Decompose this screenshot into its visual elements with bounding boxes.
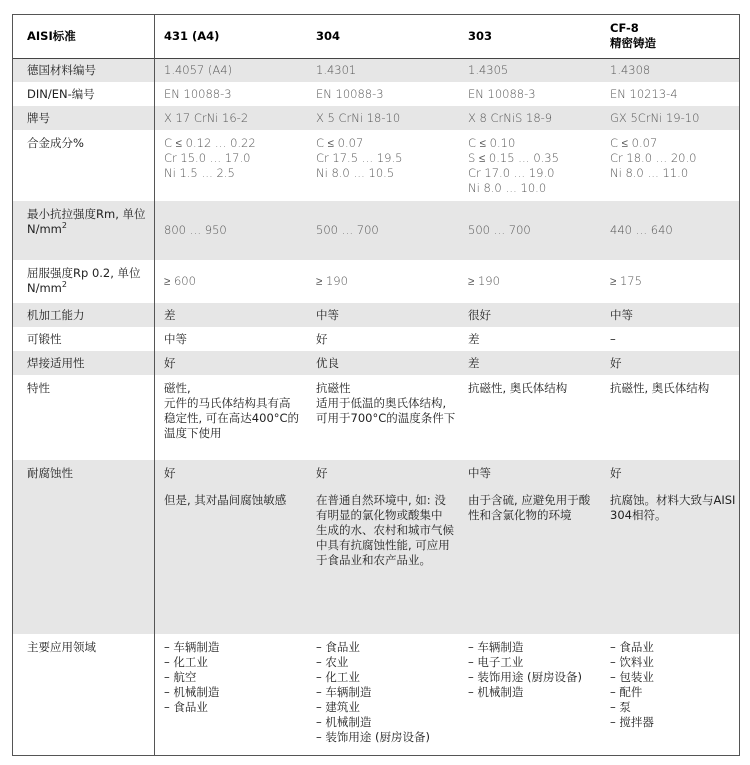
table-cell: [610, 130, 739, 181]
table-row-applications: [13, 634, 739, 754]
table-cell: 中等: [316, 307, 339, 322]
corrosion-rating: 好: [316, 466, 328, 480]
list-item: – 食品业: [610, 640, 654, 654]
list-item: – 食品业: [316, 640, 360, 654]
cell-line: 304相符。: [610, 508, 667, 522]
table-cell: ≥ 600: [164, 274, 196, 288]
table-cell: 好: [610, 355, 622, 370]
table-cell: [316, 130, 458, 181]
table-cell: 500 … 700: [316, 223, 379, 237]
table-row-weldability: [13, 351, 739, 375]
table-row-corrosion: [13, 460, 739, 634]
table-row-yield: [13, 260, 739, 303]
table-cell: 1.4305: [468, 62, 509, 77]
unit-text: N/mm: [27, 222, 62, 236]
header-standard: AISI标准: [27, 28, 76, 43]
table-cell: [316, 634, 458, 745]
unit-superscript: 2: [61, 221, 67, 231]
corrosion-rating: 中等: [468, 466, 491, 480]
table-row-din-en: [13, 82, 739, 106]
cell-line: 可用于700°C的温度条件下: [316, 411, 456, 425]
table-cell: [164, 375, 306, 441]
unit-superscript: 2: [61, 280, 67, 290]
unit-text: N/mm: [27, 281, 62, 295]
table-cell: ≥ 175: [610, 274, 642, 288]
table-cell: EN 10088-3: [468, 86, 536, 101]
list-item: – 车辆制造: [468, 640, 524, 654]
cell-line: 温度下使用: [164, 426, 222, 440]
table-cell: 差: [468, 355, 480, 370]
cell-line: Cr 17.0 … 19.0: [468, 166, 555, 180]
list-item: – 航空: [164, 670, 197, 684]
cell-line: 性和含氯化物的环境: [468, 508, 572, 522]
cell-line: 由于含硫, 应避免用于酸: [468, 493, 591, 507]
row-label: DIN/EN-编号: [27, 86, 95, 101]
table-cell: 很好: [468, 307, 491, 322]
row-label: 德国材料编号: [27, 62, 96, 77]
list-item: – 机械制造: [316, 715, 372, 729]
list-item: – 车辆制造: [164, 640, 220, 654]
list-item: – 电子工业: [468, 655, 524, 669]
table-cell: EN 10213-4: [610, 86, 678, 101]
list-item: – 车辆制造: [316, 685, 372, 699]
table-cell: 1.4057 (A4): [164, 62, 233, 77]
cell-line: 于食品业和农产品业。: [316, 553, 431, 567]
list-item: – 搅拌器: [610, 715, 654, 729]
table-row-properties: [13, 375, 739, 460]
cell-line: 元件的马氏体结构具有高: [164, 396, 291, 410]
table-cell: ≥ 190: [316, 274, 348, 288]
table-cell: –: [610, 331, 616, 346]
header-cf8-line2: 精密铸造: [610, 36, 656, 51]
header-cf8-line1: CF-8: [610, 21, 639, 36]
cell-line: 适用于低温的奥氏体结构,: [316, 396, 447, 410]
cell-line: C ≤ 0.07: [316, 136, 364, 150]
table-cell: 差: [468, 331, 480, 346]
table-cell: GX 5CrNi 19-10: [610, 110, 700, 125]
row-label: [27, 201, 154, 237]
list-item: – 泵: [610, 700, 631, 714]
header-304: 304: [316, 28, 341, 43]
table-cell: 中等: [164, 331, 187, 346]
table-row-alloy: [13, 130, 739, 201]
header-row: [13, 15, 739, 58]
cell-line: 生成的水、农村和城市气候: [316, 523, 454, 537]
table-cell: X 5 CrNi 18-10: [316, 110, 401, 125]
cell-line: Cr 18.0 … 20.0: [610, 151, 697, 165]
table-row-grade: [13, 106, 739, 130]
table-row-machinability: [13, 303, 739, 327]
cell-line: 但是, 其对晶间腐蚀敏感: [164, 493, 287, 507]
list-item: – 装饰用途 (厨房设备): [468, 670, 583, 684]
table-cell: 500 … 700: [468, 223, 531, 237]
header-303: 303: [468, 28, 493, 43]
row-label: 合金成分%: [27, 136, 84, 150]
row-label-line: 屈服强度Rp 0.2, 单位: [27, 266, 141, 280]
cell-line: C ≤ 0.07: [610, 136, 658, 150]
list-item: – 饮料业: [610, 655, 654, 669]
cell-line: 抗腐蚀。材料大致与AISI: [610, 493, 736, 507]
cell-line: 中具有抗腐蚀性能, 可应用: [316, 538, 450, 552]
list-item: – 农业: [316, 655, 349, 669]
cell-line: 磁性,: [164, 381, 191, 395]
cell-line: Cr 15.0 … 17.0: [164, 151, 251, 165]
spec-table-frame: [12, 14, 740, 756]
table-cell: [610, 460, 739, 523]
cell-line: 抗磁性, 奥氏体结构: [468, 381, 568, 395]
list-item: – 化工业: [164, 655, 208, 669]
table-cell: [610, 634, 739, 730]
table-row-forgeability: [13, 327, 739, 351]
cell-line: Ni 8.0 … 10.5: [316, 166, 395, 180]
cell-line: 在普通自然环境中, 如: 没: [316, 493, 446, 507]
table-cell: EN 10088-3: [316, 86, 384, 101]
table-cell: 中等: [610, 307, 633, 322]
table-cell: [316, 375, 458, 426]
list-item: – 机械制造: [164, 685, 220, 699]
row-label: 耐腐蚀性: [27, 466, 73, 480]
table-cell: 800 … 950: [164, 223, 227, 237]
list-item: – 包装业: [610, 670, 654, 684]
table-cell: [164, 460, 306, 508]
table-cell: [164, 634, 306, 715]
cell-line: 稳定性, 可在高达400°C的: [164, 411, 300, 425]
corrosion-rating: 好: [164, 466, 176, 480]
table-cell: 好: [316, 331, 328, 346]
cell-line: 抗磁性: [316, 381, 351, 395]
table-cell: X 17 CrNi 16-2: [164, 110, 249, 125]
list-item: – 装饰用途 (厨房设备): [316, 730, 431, 744]
row-label-line: 最小抗拉强度Rm, 单位: [27, 207, 146, 221]
header-cf8: [600, 15, 739, 58]
list-item: – 配件: [610, 685, 643, 699]
cell-line: Ni 8.0 … 11.0: [610, 166, 689, 180]
table-cell: X 8 CrNiS 18-9: [468, 110, 553, 125]
row-label: 主要应用领域: [27, 640, 96, 654]
row-label-line: [27, 281, 154, 296]
row-label: 特性: [27, 381, 50, 395]
row-label-line: [27, 222, 154, 237]
table-row-tensile: [13, 201, 739, 260]
cell-line: C ≤ 0.10: [468, 136, 516, 150]
table-cell: 好: [164, 355, 176, 370]
table-cell: [610, 375, 739, 396]
list-item: – 机械制造: [468, 685, 524, 699]
column-divider: [154, 15, 155, 755]
table-cell: [468, 460, 600, 523]
table-cell: 440 … 640: [610, 223, 673, 237]
table-cell: [468, 130, 600, 196]
list-item: – 建筑业: [316, 700, 360, 714]
table-cell: 1.4308: [610, 62, 651, 77]
corrosion-rating: 好: [610, 466, 622, 480]
table-cell: [468, 375, 600, 396]
table-cell: [164, 130, 306, 181]
row-label: 牌号: [27, 110, 50, 125]
row-label: 机加工能力: [27, 307, 85, 322]
row-label: 焊接适用性: [27, 355, 85, 370]
table-cell: 1.4301: [316, 62, 357, 77]
cell-line: 抗磁性, 奥氏体结构: [610, 381, 710, 395]
cell-line: S ≤ 0.15 … 0.35: [468, 151, 559, 165]
row-label: 可锻性: [27, 331, 62, 346]
table-cell: [316, 460, 458, 568]
cell-line: C ≤ 0.12 … 0.22: [164, 136, 256, 150]
table-cell: 优良: [316, 355, 339, 370]
table-cell: ≥ 190: [468, 274, 500, 288]
list-item: – 食品业: [164, 700, 208, 714]
table-cell: EN 10088-3: [164, 86, 232, 101]
table-cell: [468, 634, 600, 700]
table-row-material-no: [13, 58, 739, 82]
cell-line: 有明显的氯化物或酸集中: [316, 508, 443, 522]
steel-spec-table: [13, 15, 739, 754]
table-cell: 差: [164, 307, 176, 322]
cell-line: Ni 1.5 … 2.5: [164, 166, 235, 180]
cell-line: Cr 17.5 … 19.5: [316, 151, 403, 165]
row-label: [27, 260, 154, 296]
cell-line: Ni 8.0 … 10.0: [468, 181, 547, 195]
header-431: 431 (A4): [164, 28, 220, 43]
list-item: – 化工业: [316, 670, 360, 684]
